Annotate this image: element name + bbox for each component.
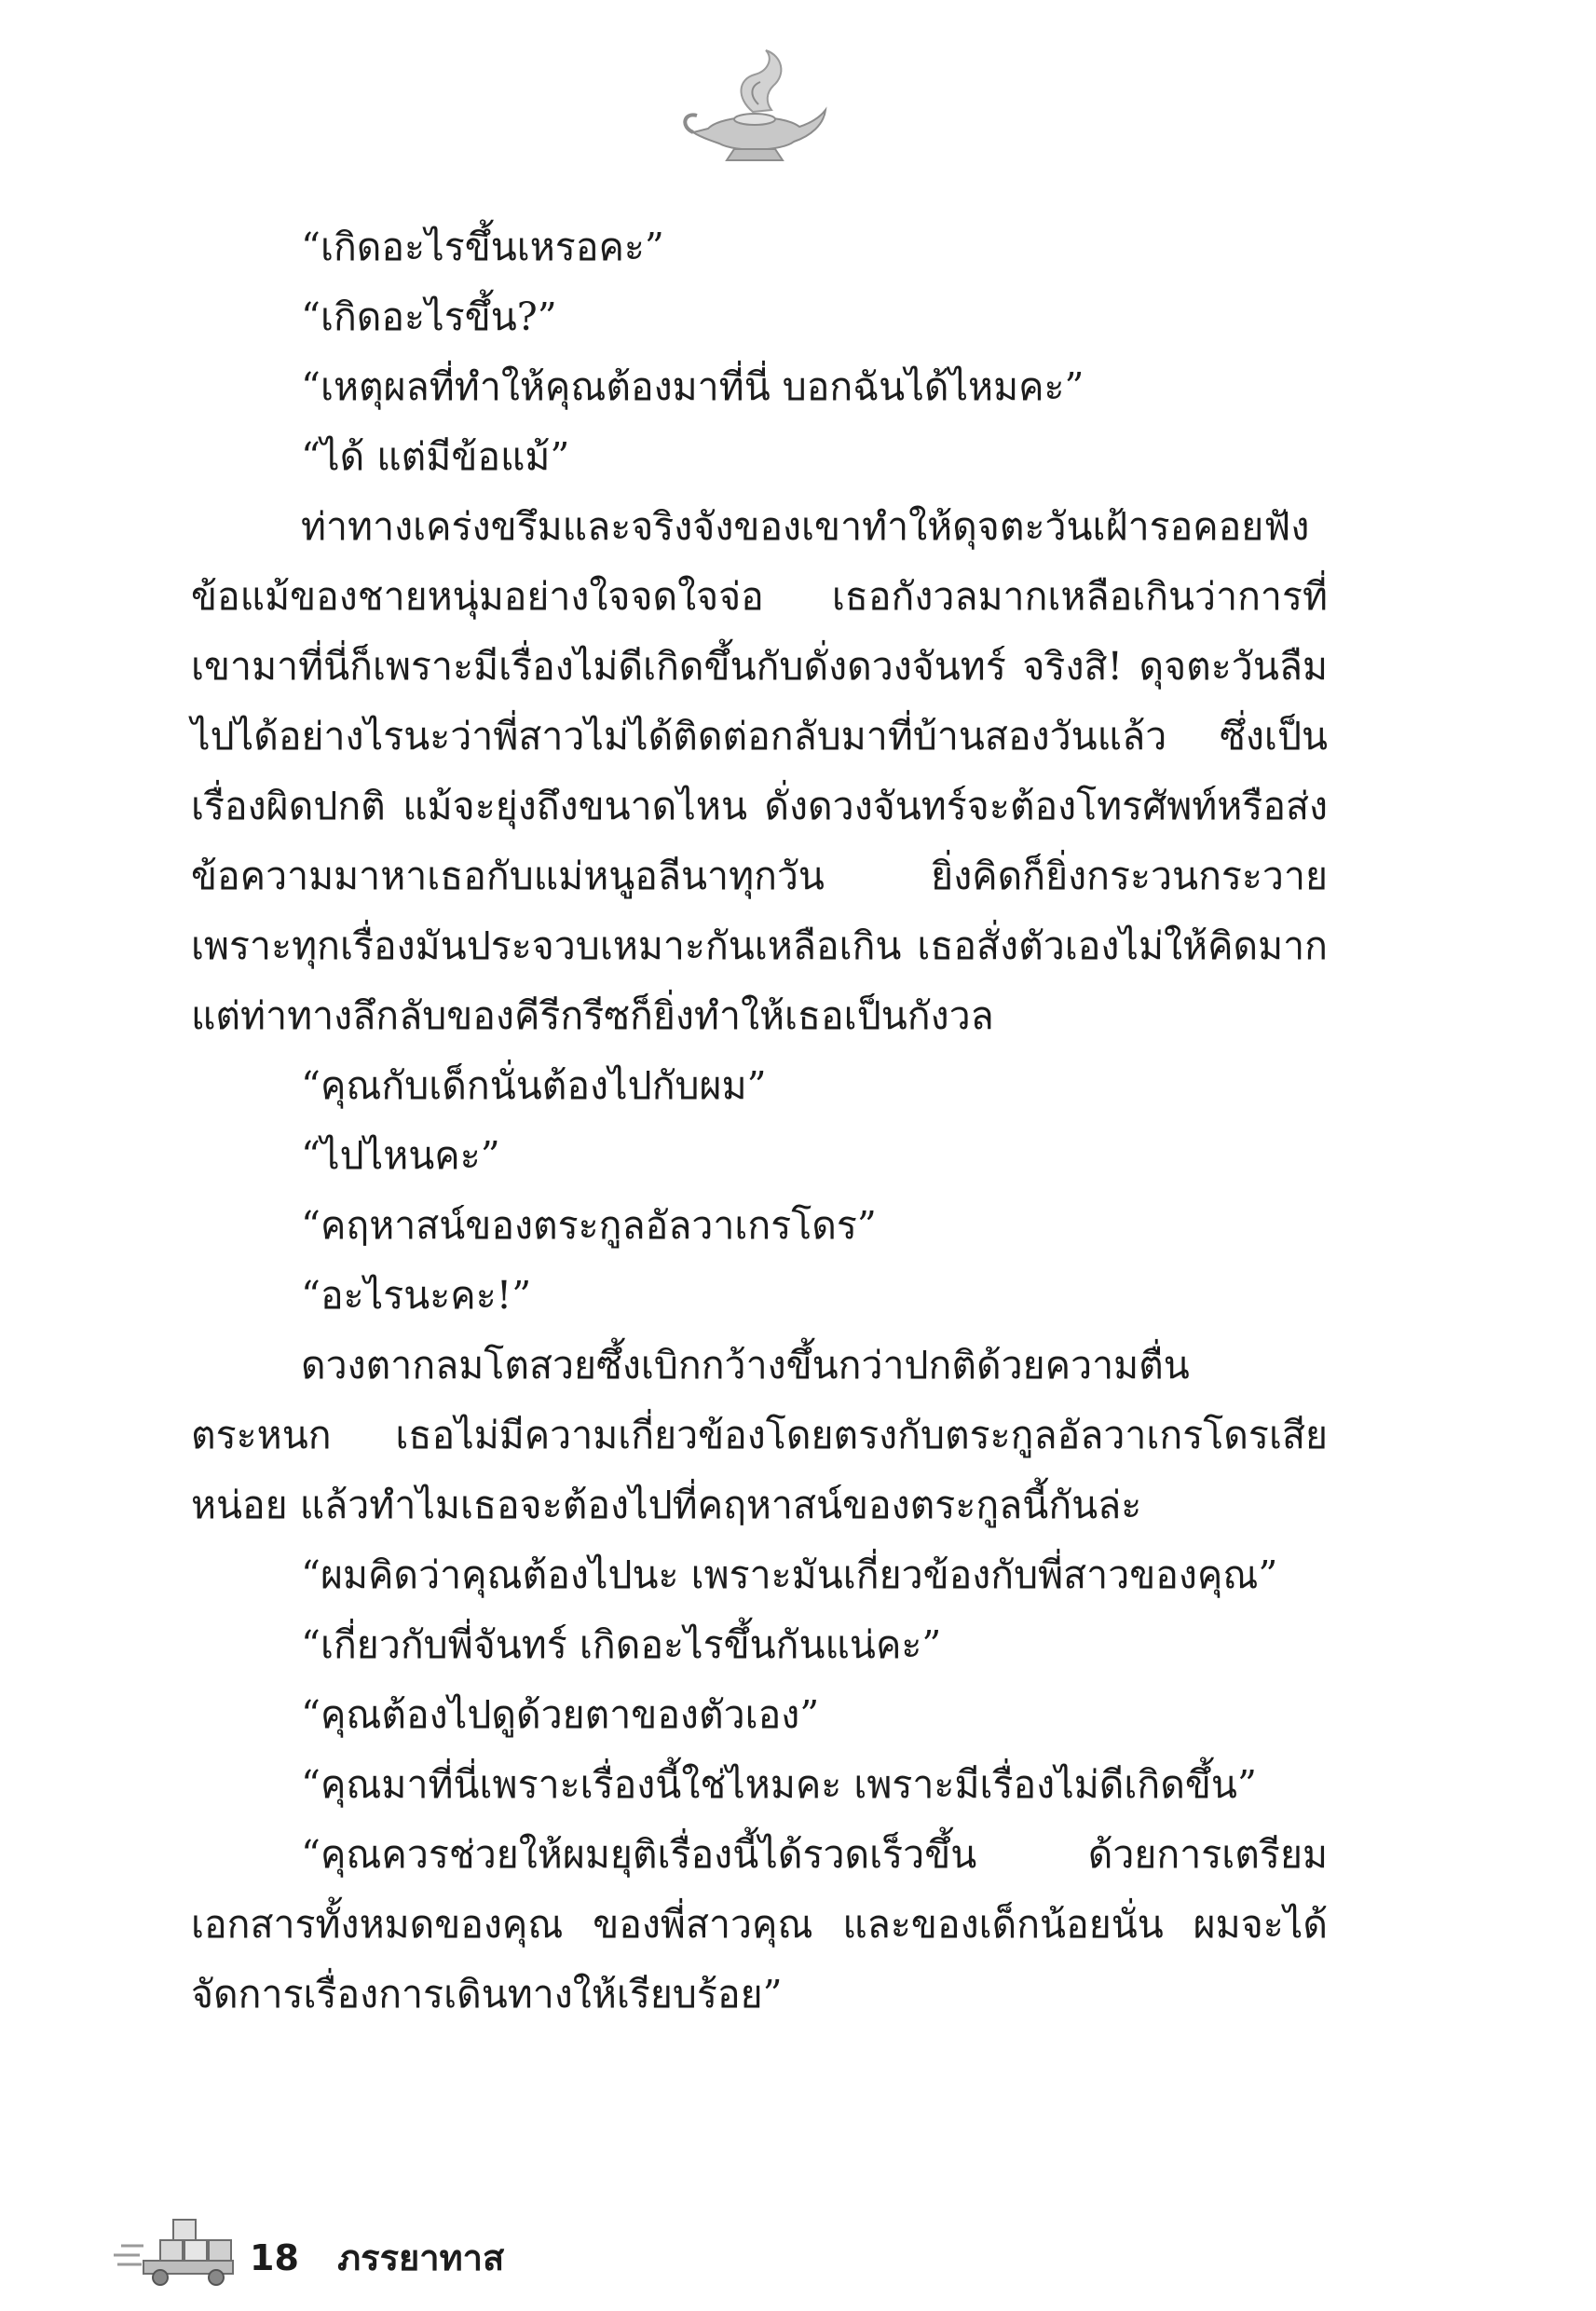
page-number: 18 [250,2237,299,2278]
magic-lamp-icon [680,47,829,168]
book-title: ภรรยาทาส [337,2237,505,2278]
dialogue-line: “ผมคิดว่าคุณต้องไปนะ เพราะมันเกี่ยวข้องกับพี่สาวของคุณ” [301,1552,1278,1597]
dialogue-line: “เหตุผลที่ทำให้คุณต้องมาที่นี่ บอกฉันได้ไหมคะ” [301,364,1084,409]
dialogue-line: “เกิดอะไรขึ้นเหรอคะ” [301,225,664,269]
narrative-paragraph: “คุณควรช่วยให้ผมยุติเรื่องนี้ได้รวดเร็วขึ้น ด้วยการเตรียมเอกสารทั้งหมดของคุณ ของพี่สาวคุณ และของเด็กน้อยนั่น ผมจะได้จัดการเรื่องการเดินทางให้เรียบร้อย” [191,1832,1328,2017]
dialogue-line: “ได้ แต่มีข้อแม้” [301,434,570,479]
narrative-paragraph: ท่าทางเคร่งขรึมและจริงจังของเขาทำให้ดุจตะวันเฝ้ารอคอยฟังข้อแม้ของชายหนุ่มอย่างใจจดใจจ่อ เธอกังวลมากเหลือเกินว่าการที่เขามาที่นี่ก็เพราะมีเรื่องไม่ดีเกิดขึ้นกับดั่งดวงจันทร์ จริงสิ! ดุจตะวันลืมไปได้อย่างไรนะว่าพี่สาวไม่ได้ติดต่อกลับมาที่บ้านสองวันแล้ว ซึ่งเป็นเรื่องผิดปกติ แม้จะยุ่งถึงขนาดไหน ดั่งดวงจันทร์จะต้องโทรศัพท์หรือส่งข้อความมาหาเธอกับแม่หนูอลีนาทุกวัน ยิ่งคิดก็ยิ่งกระวนกระวายเพราะทุกเรื่องมันประจวบเหมาะกันเหลือเกิน เธอสั่งตัวเองไม่ให้คิดมากแต่ท่าทางลึกลับของคีรีกรีซก็ยิ่งทำให้เธอเป็นกังวล [191,504,1328,1038]
dialogue-line: “คุณกับเด็กนั่นต้องไปกับผม” [301,1063,767,1108]
dialogue-line: “คุณต้องไปดูด้วยตาของตัวเอง” [301,1692,820,1737]
dialogue-line: “เกิดอะไรขึ้น?” [301,294,557,339]
dialogue-line: “ไปไหนคะ” [301,1133,500,1178]
dialogue-line: “อะไรนะคะ!” [301,1273,532,1318]
page-footer [250,2229,504,2286]
story-text [191,212,1328,2030]
toy-blocks-icon [112,2218,242,2288]
dialogue-line: “เกี่ยวกับพี่จันทร์ เกิดอะไรขึ้นกันแน่คะ” [301,1622,942,1667]
dialogue-line: “คุณมาที่นี่เพราะเรื่องนี้ใช่ไหมคะ เพราะมีเรื่องไม่ดีเกิดขึ้น” [301,1762,1257,1807]
dialogue-line: “คฤหาสน์ของตระกูลอัลวาเกรโดร” [301,1203,877,1248]
narrative-paragraph: ดวงตากลมโตสวยซึ้งเบิกกว้างขึ้นกว่าปกติด้วยความตื่นตระหนก เธอไม่มีความเกี่ยวข้องโดยตรงกับตระกูลอัลวาเกรโดรเสียหน่อย แล้วทำไมเธอจะต้องไปที่คฤหาสน์ของตระกูลนี้กันล่ะ [191,1343,1328,1527]
